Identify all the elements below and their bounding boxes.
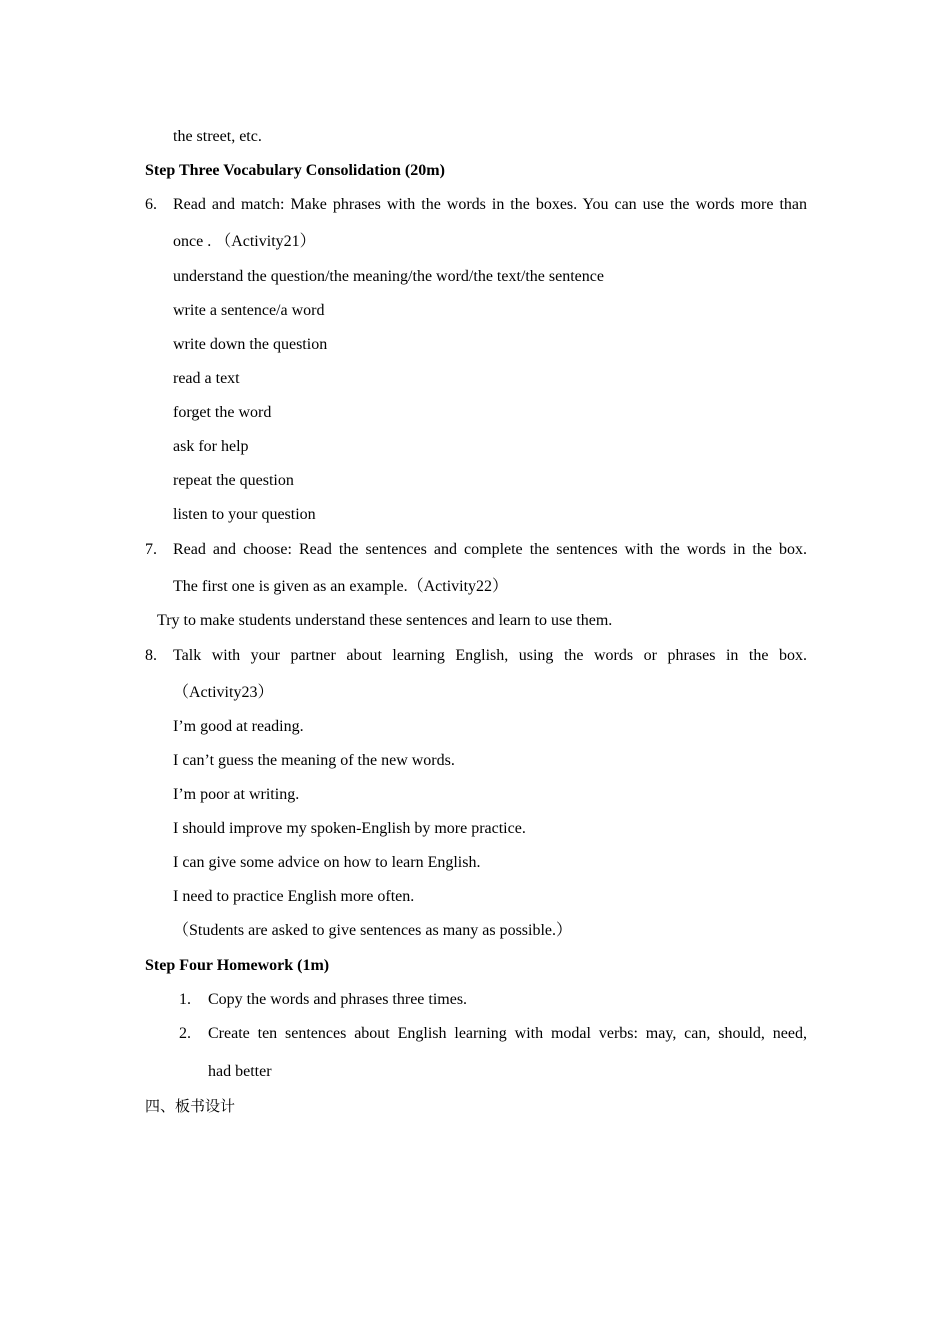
section-heading-step-three: Step Three Vocabulary Consolidation (20m) xyxy=(145,162,445,179)
sentence-line: I’m poor at writing. xyxy=(173,786,300,803)
list-item-text: The first one is given as an example.（Activity22） xyxy=(173,578,509,595)
section-heading-board-design: 四、板书设计 xyxy=(145,1097,236,1115)
text-line: Try to make students understand these sentences and learn to use them. xyxy=(157,612,613,629)
sentence-line: I’m good at reading. xyxy=(173,718,304,735)
phrase-line: forget the word xyxy=(173,404,272,421)
sentence-line: I can give some advice on how to learn English. xyxy=(173,854,481,871)
list-number: 2. xyxy=(179,1025,191,1042)
list-number: 8. xyxy=(145,647,157,664)
sentence-line: I need to practice English more often. xyxy=(173,888,415,905)
list-item-text: Create ten sentences about English learning with modal verbs: may, can, should, need, xyxy=(208,1025,807,1042)
phrase-line: write down the question xyxy=(173,336,328,353)
section-heading-step-four: Step Four Homework (1m) xyxy=(145,957,330,974)
list-number: 7. xyxy=(145,541,157,558)
phrase-line: listen to your question xyxy=(173,506,316,523)
list-item-text: Copy the words and phrases three times. xyxy=(208,991,468,1008)
list-item-text: Read and match: Make phrases with the words in the boxes. You can use the words more than xyxy=(173,196,807,213)
list-item-text: Talk with your partner about learning English, using the words or phrases in the box. xyxy=(173,647,807,664)
list-item-text: Read and choose: Read the sentences and complete the sentences with the words in the box. xyxy=(173,541,807,558)
sentence-line: I should improve my spoken-English by more practice. xyxy=(173,820,526,837)
sentence-line: I can’t guess the meaning of the new words. xyxy=(173,752,455,769)
sentence-line: （Students are asked to give sentences as many as possible.） xyxy=(173,922,573,939)
list-item-text: （Activity23） xyxy=(173,684,274,701)
list-number: 6. xyxy=(145,196,157,213)
list-item-text: once . （Activity21） xyxy=(173,233,316,250)
phrase-line: write a sentence/a word xyxy=(173,302,325,319)
phrase-line: read a text xyxy=(173,370,240,387)
phrase-line: ask for help xyxy=(173,438,249,455)
list-item-text: had better xyxy=(208,1063,272,1080)
phrase-line: repeat the question xyxy=(173,472,294,489)
list-number: 1. xyxy=(179,991,191,1008)
phrase-line: understand the question/the meaning/the word/the text/the sentence xyxy=(173,268,604,285)
text-line: the street, etc. xyxy=(173,128,262,145)
